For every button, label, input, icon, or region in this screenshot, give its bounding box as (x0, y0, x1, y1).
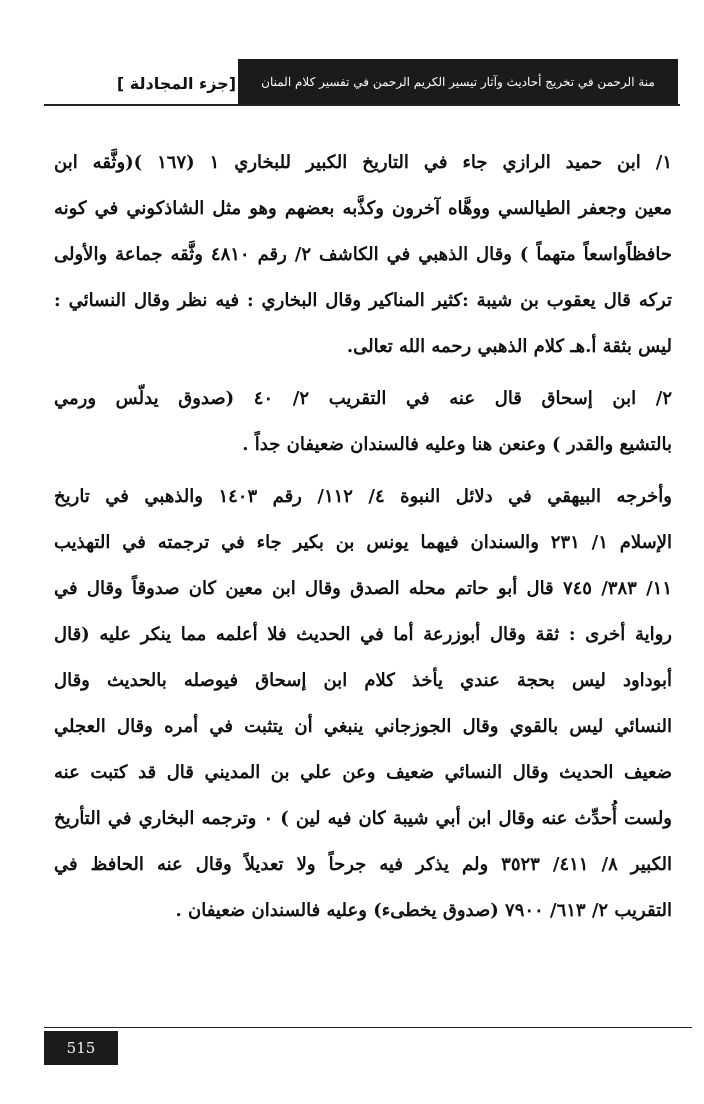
text-line: ١١/ ٣٨٣/ ٧٤٥ قال أبو حاتم محله الصدق وقال ابن معين كان صدوقاً وقال في (54, 578, 672, 599)
text-line: أبوداود ليس بحجة عندي يأخذ كلام ابن إسحاق فيوصله بالحديث وقال (54, 670, 672, 691)
page-number: 515 (66, 1039, 96, 1057)
text-line: حافظاًواسعاً متهماً ) وقال الذهبي في الكاشف ٢/ رقم ٤٨١٠ وثَّقه جماعة والأولى (54, 244, 672, 265)
header-divider (44, 104, 680, 106)
text-line: ولست أُحدِّث عنه وقال ابن أبي شيبة كان فيه لين ) ٠ وترجمه البخاري في التأريخ (54, 808, 672, 829)
page-body (54, 140, 672, 934)
text-line: رواية أخرى : ثقة وقال أبوزرعة أما في الحديث فلا أعلمه مما ينكر عليه (قال (54, 624, 672, 645)
text-line: ١/ ابن حميد الرازي جاء في التاريخ الكبير للبخاري ١ (١٦٧ )(وثَّقه ابن (54, 152, 672, 173)
book-title: منة الرحمن في تخريج أحاديث وآثار تيسير الكريم الرحمن في تفسير كلام المنان (261, 75, 655, 89)
text-line: تركه قال يعقوب بن شيبة :كثير المناكير وقال البخاري : فيه نظر وقال النسائي : (54, 290, 672, 311)
text-line: ضعيف الحديث وقال النسائي ضعيف وعن علي بن المديني قال قد كتبت عنه (54, 762, 672, 783)
text-line: النسائي ليس بالقوي وقال الجوزجاني ينبغي أن يتثبت في أمره وقال العجلي (54, 716, 672, 737)
text-line: الإسلام ١/ ٢٣١ والسندان فيهما يونس بن بكير جاء في ترجمته في التهذيب (54, 532, 672, 553)
section-label: [جزء المجادلة ] (116, 74, 236, 93)
text-line: معين وجعفر الطيالسي ووهَّاه آخرون وكذَّبه بعضهم وهو مثل الشاذكوني في كونه (54, 198, 672, 219)
text-line: ليس بثقة أ.هـ كلام الذهبي رحمه الله تعالى. (346, 336, 672, 357)
text-line: ٢/ ابن إسحاق قال عنه في التقريب ٢/ ٤٠ (صدوق يدلّس ورمي (54, 388, 672, 409)
page-number-box (44, 1031, 118, 1065)
footer-divider (44, 1027, 692, 1028)
book-title-banner (238, 59, 678, 105)
text-line: التقريب ٢/ ٦١٣/ ٧٩٠٠ (صدوق يخطىء) وعليه فالسندان ضعيفان . (175, 900, 672, 921)
text-line: الكبير ٨/ ٤١١/ ٣٥٢٣ ولم يذكر فيه جرحاً ولا تعديلاً وقال عنه الحافظ في (54, 854, 672, 875)
text-line: وأخرجه البيهقي في دلائل النبوة ٤/ ١١٢/ رقم ١٤٠٣ والذهبي في تاريخ (54, 486, 672, 507)
text-line: بالتشيع والقدر ) وعنعن هنا وعليه فالسندان ضعيفان جداً . (242, 434, 672, 455)
